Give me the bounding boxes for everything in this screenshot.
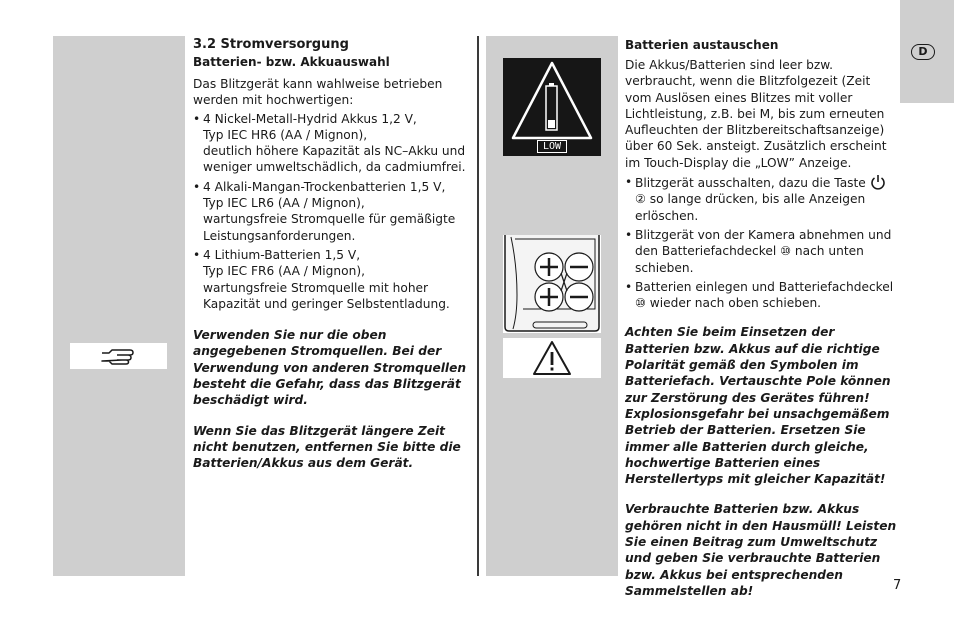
page-number: 7 xyxy=(893,578,902,593)
battery-type-list xyxy=(193,111,473,313)
list-item: • Blitzgerät von der Kamera abnehmen und den Batteriefachdeckel ⑩ nach unten schieben. xyxy=(625,227,900,276)
warning-text: Verwenden Sie nur die oben angegebenen Stromquellen. Bei der Verwendung von anderen Stromquellen besteht die Gefahr, dass das Blitzgerät beschädigt wird. xyxy=(193,328,467,408)
warning-text: Achten Sie beim Einsetzen der Batterien bzw. Akkus auf die richtige Polarität gemäß den Symbolen im Batteriefach. Vertauschte Pole können zur Zerstörung des Gerätes führen! Explosionsgefahr bei unsachgemäßem Betrieb der Batterien. Ersetzen Sie immer alle Batterien durch gleiche, hochwertige Batterien eines Herstellertyps mit gleicher Kapazität! xyxy=(625,325,891,487)
warning-triangle-icon xyxy=(532,340,572,376)
left-text-column xyxy=(193,37,473,474)
list-item: • 4 Nickel-Metall-Hydrid Akkus 1,2 V, Typ IEC HR6 (AA / Mignon), deutlich höhere Kapazität als NC–Akku und weniger umweltschädlich, da cadmiumfrei. xyxy=(193,111,473,176)
intro-paragraph: Die Akkus/Batterien sind leer bzw. verbraucht, wenn die Blitzfolgezeit (Zeit vom Auslösen eines Blitzes mit voller Lichtleistung, z.B. bei M, bis zum erneuten Aufleuchten der Blitzbereitschaftsanzeige) über 60 Sek. ansteigt. Zusätzlich erscheint im Touch-Display die „LOW” Anzeige. xyxy=(625,58,887,170)
list-item: • Blitzgerät ausschalten, dazu die Taste ② so lange drücken, bis alle Anzeigen erlöschen. xyxy=(625,174,900,224)
subsection-heading: Batterien austauschen xyxy=(625,38,779,52)
left-margin-column xyxy=(53,36,185,576)
note-box xyxy=(70,343,167,369)
subsection-heading: Batterien- bzw. Akkuauswahl xyxy=(193,55,390,69)
language-badge: D xyxy=(911,44,935,60)
battery-low-label: LOW xyxy=(537,140,567,153)
column-divider xyxy=(477,36,479,576)
list-item: • 4 Alkali-Mangan-Trockenbatterien 1,5 V, Typ IEC LR6 (AA / Mignon), wartungsfreie Stromquelle für gemäßigte Leistungsanforderungen. xyxy=(193,179,473,244)
warning-box xyxy=(503,338,601,378)
section-heading: 3.2 Stromversorgung xyxy=(193,37,349,52)
steps-list xyxy=(625,174,900,311)
power-icon xyxy=(870,174,886,190)
list-item: • 4 Lithium-Batterien 1,5 V, Typ IEC FR6 (AA / Mignon), wartungsfreie Stromquelle mit hoher Kapazität und geringer Selbstentladung. xyxy=(193,247,473,312)
warning-text: Verbrauchte Batterien bzw. Akkus gehören nicht in den Hausmüll! Leisten Sie einen Beitrag zum Umweltschutz und geben Sie verbrauchte Batterien bzw. Akkus bei entsprechenden Sammelstellen ab! xyxy=(625,502,897,598)
intro-paragraph: Das Blitzgerät kann wahlweise betrieben werden mit hochwertigen: xyxy=(193,77,443,108)
battery-compartment-illustration xyxy=(503,235,601,333)
right-text-column xyxy=(625,37,900,601)
battery-compartment-icon xyxy=(503,235,601,333)
pointing-hand-icon xyxy=(100,347,138,365)
warning-text: Wenn Sie das Blitzgerät längere Zeit nicht benutzen, entfernen Sie bitte die Batterien/Akkus aus dem Gerät. xyxy=(193,423,461,471)
battery-low-illustration xyxy=(503,58,601,156)
list-item: • Batterien einlegen und Batteriefachdeckel ⑩ wieder nach oben schieben. xyxy=(625,279,900,312)
